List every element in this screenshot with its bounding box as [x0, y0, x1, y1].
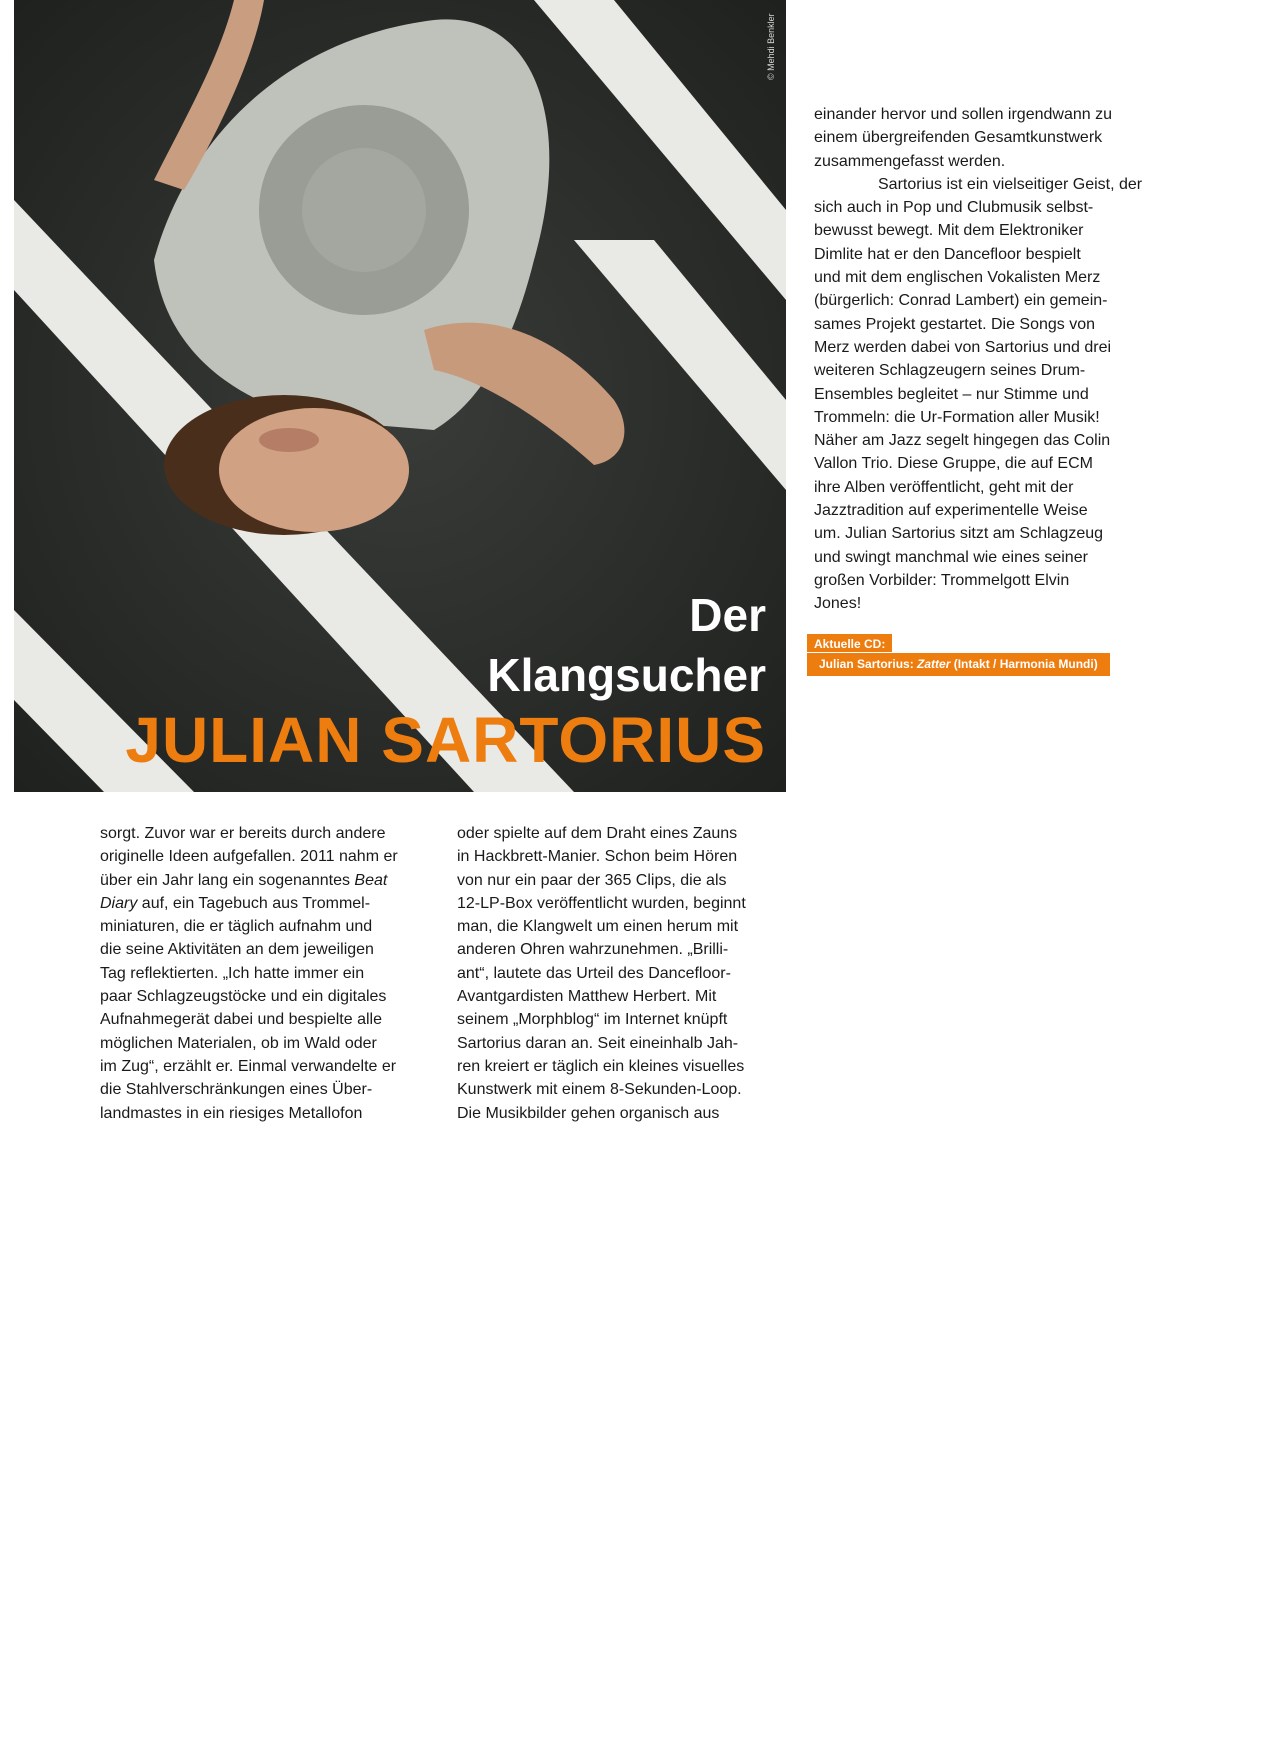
text-line: und swingt manchmal wie eines seiner [814, 548, 1088, 566]
text-line: in Hackbrett-Manier. Schon beim Hören [457, 848, 738, 866]
text-line: Trommeln: die Ur-Formation aller Musik! [814, 408, 1100, 426]
article-column-2 [457, 822, 793, 1125]
text-line [100, 869, 436, 892]
text-line: Jones! [814, 595, 862, 613]
text-line: seinem „Morphblog“ im Internet knüpft [457, 1011, 728, 1029]
article-photo [14, 0, 786, 792]
text-line [100, 892, 436, 915]
text-line: 12-LP-Box veröffentlicht wurden, beginnt [457, 894, 746, 912]
text-line: sich auch in Pop und Clubmusik selbst- [814, 199, 1094, 217]
article-column-3 [814, 103, 1150, 616]
text-line: weiteren Schlagzeugern seines Drum- [814, 362, 1086, 380]
text-line: und mit dem englischen Vokalisten Merz [814, 269, 1101, 287]
title-klangsucher: Klangsucher [487, 649, 766, 701]
text-line: Sartorius ist ein vielseitiger Geist, der [878, 175, 1143, 193]
cd-label-info: (Intakt / Harmonia Mundi) [950, 657, 1098, 671]
text-line: oder spielte auf dem Draht eines Zauns [457, 825, 738, 842]
text-line: miniaturen, die er täglich aufnahm und [100, 918, 373, 936]
text-line: Tag reflektierten. „Ich hatte immer ein [100, 964, 365, 982]
text-line: bewusst bewegt. Mit dem Elektroniker [814, 222, 1084, 240]
title-name: JULIAN SARTORIUS [125, 704, 766, 776]
italic-title: Beat [354, 871, 388, 889]
text-line: Kunstwerk mit einem 8-Sekunden-Loop. [457, 1081, 742, 1099]
article-column-1 [100, 822, 436, 1125]
text-line: Ensembles begleitet – nur Stimme und [814, 385, 1089, 403]
text-line: Vallon Trio. Diese Gruppe, die auf ECM [814, 455, 1093, 473]
text-line: ren kreiert er täglich ein kleines visuelles [457, 1057, 745, 1075]
text-line: sorgt. Zuvor war er bereits durch andere [100, 825, 386, 842]
text-line: landmastes in ein riesiges Metallofon [100, 1104, 363, 1122]
text-line: die seine Aktivitäten an dem jeweiligen [100, 941, 374, 959]
text-line: man, die Klangwelt um einen herum mit [457, 918, 739, 936]
title-der: Der [689, 589, 766, 641]
text-line: Jazztradition auf experimentelle Weise [814, 502, 1088, 520]
text-line: die Stahlverschränkungen eines Über- [100, 1081, 373, 1099]
text-segment: über ein Jahr lang ein sogenanntes [100, 871, 355, 889]
text-line: zusammengefasst werden. [814, 152, 1006, 170]
text-line: Die Musikbilder gehen organisch aus [457, 1104, 720, 1122]
text-line: großen Vorbilder: Trommelgott Elvin [814, 571, 1070, 589]
text-line: Dimlite hat er den Dancefloor bespielt [814, 245, 1081, 263]
text-line: einander hervor und sollen irgendwann zu [814, 106, 1112, 123]
text-line: ihre Alben veröffentlicht, geht mit der [814, 478, 1074, 496]
text-line: Aufnahmegerät dabei und bespielte alle [100, 1011, 382, 1029]
text-segment: auf, ein Tagebuch aus Trommel- [137, 894, 371, 912]
photo-credit: © Mehdi Benkler [766, 13, 776, 80]
text-line: möglichen Materialen, ob im Wald oder [100, 1034, 377, 1052]
text-line: Sartorius daran an. Seit eineinhalb Jah- [457, 1034, 739, 1052]
cd-info-box [807, 634, 1110, 676]
text-line: ant“, lautete das Urteil des Dancefloor- [457, 964, 731, 982]
cd-label: Aktuelle CD: [807, 634, 892, 652]
text-line: originelle Ideen aufgefallen. 2011 nahm er [100, 848, 398, 866]
text-line: Merz werden dabei von Sartorius und drei [814, 338, 1112, 356]
text-line: sames Projekt gestartet. Die Songs von [814, 315, 1096, 333]
text-line: Näher am Jazz segelt hingegen das Colin [814, 432, 1111, 450]
text-line: einem übergreifenden Gesamtkunstwerk [814, 129, 1103, 147]
text-line: im Zug“, erzählt er. Einmal verwandelte er [100, 1057, 397, 1075]
text-line: anderen Ohren wahrzunehmen. „Brilli- [457, 941, 729, 959]
text-line: von nur ein paar der 365 Clips, die als [457, 871, 727, 889]
text-line: um. Julian Sartorius sitzt am Schlagzeug [814, 525, 1104, 543]
face [219, 408, 409, 532]
italic-title: Diary [100, 894, 138, 912]
cd-artist: Julian Sartorius: [819, 657, 918, 671]
cd-album: Zatter [917, 657, 951, 671]
text-line: (bürgerlich: Conrad Lambert) ein gemein- [814, 292, 1108, 310]
text-line: Avantgardisten Matthew Herbert. Mit [457, 988, 717, 1006]
cd-details [807, 653, 1110, 676]
text-line: paar Schlagzeugstöcke und ein digitales [100, 988, 387, 1006]
